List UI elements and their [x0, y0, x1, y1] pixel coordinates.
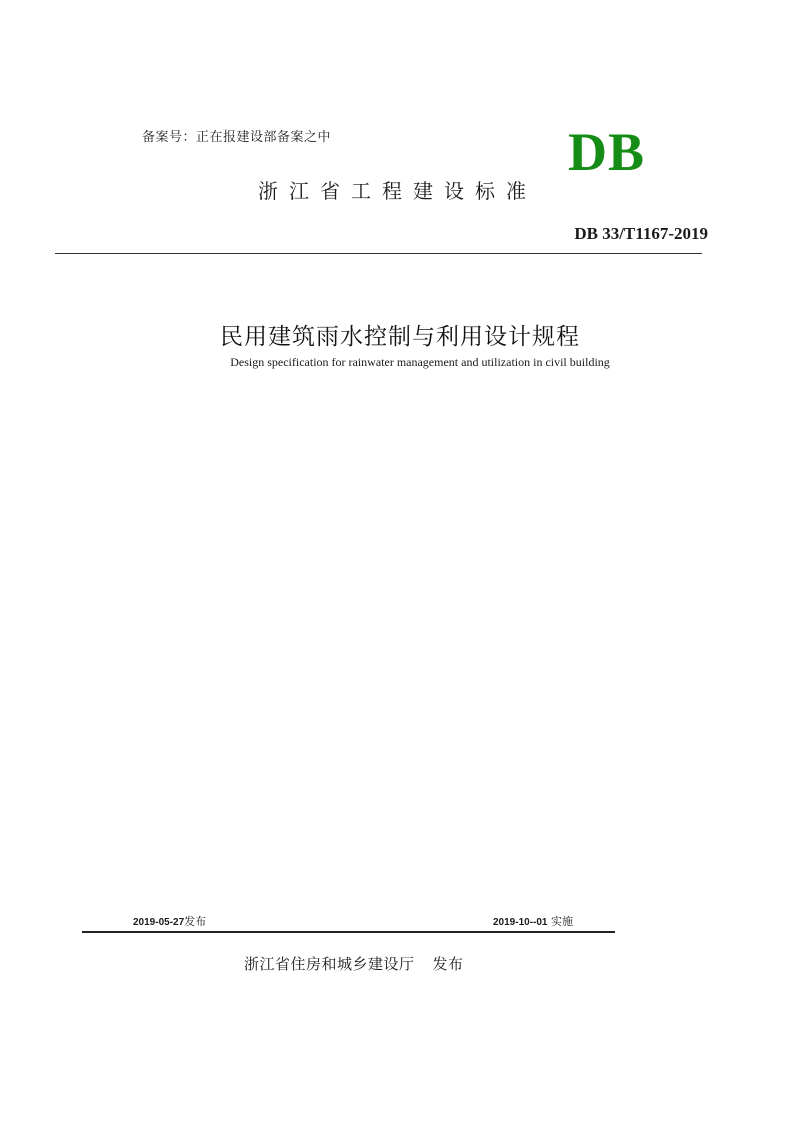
issuer-name: 浙江省住房和城乡建设厅: [244, 955, 415, 973]
footer-divider: [82, 931, 615, 933]
header-divider: [55, 253, 702, 254]
issue-date-block: [133, 913, 206, 929]
db-logo: DB: [568, 122, 646, 182]
record-number: 备案号：正在报建设部备案之中: [142, 130, 332, 145]
effective-date: 2019-10--01: [493, 917, 548, 928]
issuer-block: [244, 953, 464, 974]
issue-label: 发布: [184, 915, 207, 928]
effective-date-block: [493, 913, 573, 929]
standard-number: DB 33/T1167-2019: [574, 224, 708, 243]
issuer-action: 发布: [432, 955, 464, 973]
standard-category: 浙江省工程建设标准: [258, 179, 537, 203]
issue-date: 2019-05-27: [133, 917, 185, 928]
document-title: 民用建筑雨水控制与利用设计规程: [220, 324, 580, 350]
effective-label: 实施: [550, 915, 573, 928]
document-title-english: Design specification for rainwater management and utilization in civil building: [230, 355, 610, 369]
